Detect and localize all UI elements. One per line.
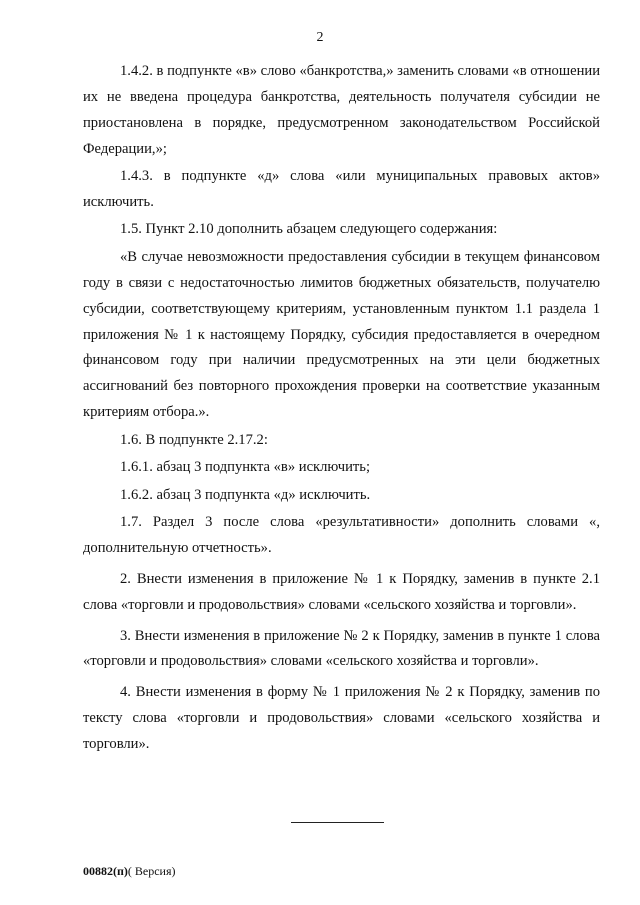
- document-version: ( Версия): [127, 864, 176, 878]
- page-number: 2: [316, 30, 324, 45]
- paragraph-1-6: 1.6. В подпункте 2.17.2:: [120, 431, 268, 448]
- paragraph-1-5-quote: «В случае невозможности предоставления субсидии в текущем финансовом году в связи с недостаточностью лимитов бюджетных обязательств, получателю субсидии, соответствующему критериям, установленным пунктом 1.1 раздела 1 приложения № 1 к настоящему Порядку, субсидия предоставляется в очередном финансовом году при наличии предусмотренных на эти цели бюджетных ассигнований без повторного прохождения проверки на соответствие указанным критериям отбора.».: [83, 248, 600, 421]
- paragraph-1-6-2: 1.6.2. абзац 3 подпункта «д» исключить.: [120, 486, 371, 503]
- document-code: 00882(п): [83, 864, 128, 878]
- paragraph-1-4-3: 1.4.3. в подпункте «д» слова «или муниципальных правовых актов» исключить.: [83, 168, 600, 211]
- paragraph-2: 2. Внести изменения в приложение № 1 к Порядку, заменив в пункте 2.1 слова «торговли и продовольствия» словами «сельского хозяйства и торговли».: [83, 570, 600, 613]
- paragraph-1-5: 1.5. Пункт 2.10 дополнить абзацем следующего содержания:: [120, 221, 498, 238]
- end-separator-line: [291, 822, 384, 823]
- paragraph-1-7: 1.7. Раздел 3 после слова «результативности» дополнить словами «, дополнительную отчетность».: [83, 513, 600, 556]
- document-body: [83, 59, 600, 760]
- paragraph-4: 4. Внести изменения в форму № 1 приложения № 2 к Порядку, заменив по тексту слова «торговли и продовольствия» словами «сельского хозяйства и торговли».: [83, 684, 600, 753]
- document-footer: [83, 864, 176, 879]
- paragraph-1-6-1: 1.6.1. абзац 3 подпункта «в» исключить;: [120, 459, 371, 476]
- paragraph-3: 3. Внести изменения в приложение № 2 к Порядку, заменив в пункте 1 слова «торговли и продовольствия» словами «сельского хозяйства и торговли».: [83, 627, 600, 670]
- paragraph-1-4-2: 1.4.2. в подпункте «в» слово «банкротства,» заменить словами «в отношении их не введена процедура банкротства, деятельность получателя субсидии не приостановлена в порядке, предусмотренном законодательством Российской Федерации,»;: [83, 63, 600, 157]
